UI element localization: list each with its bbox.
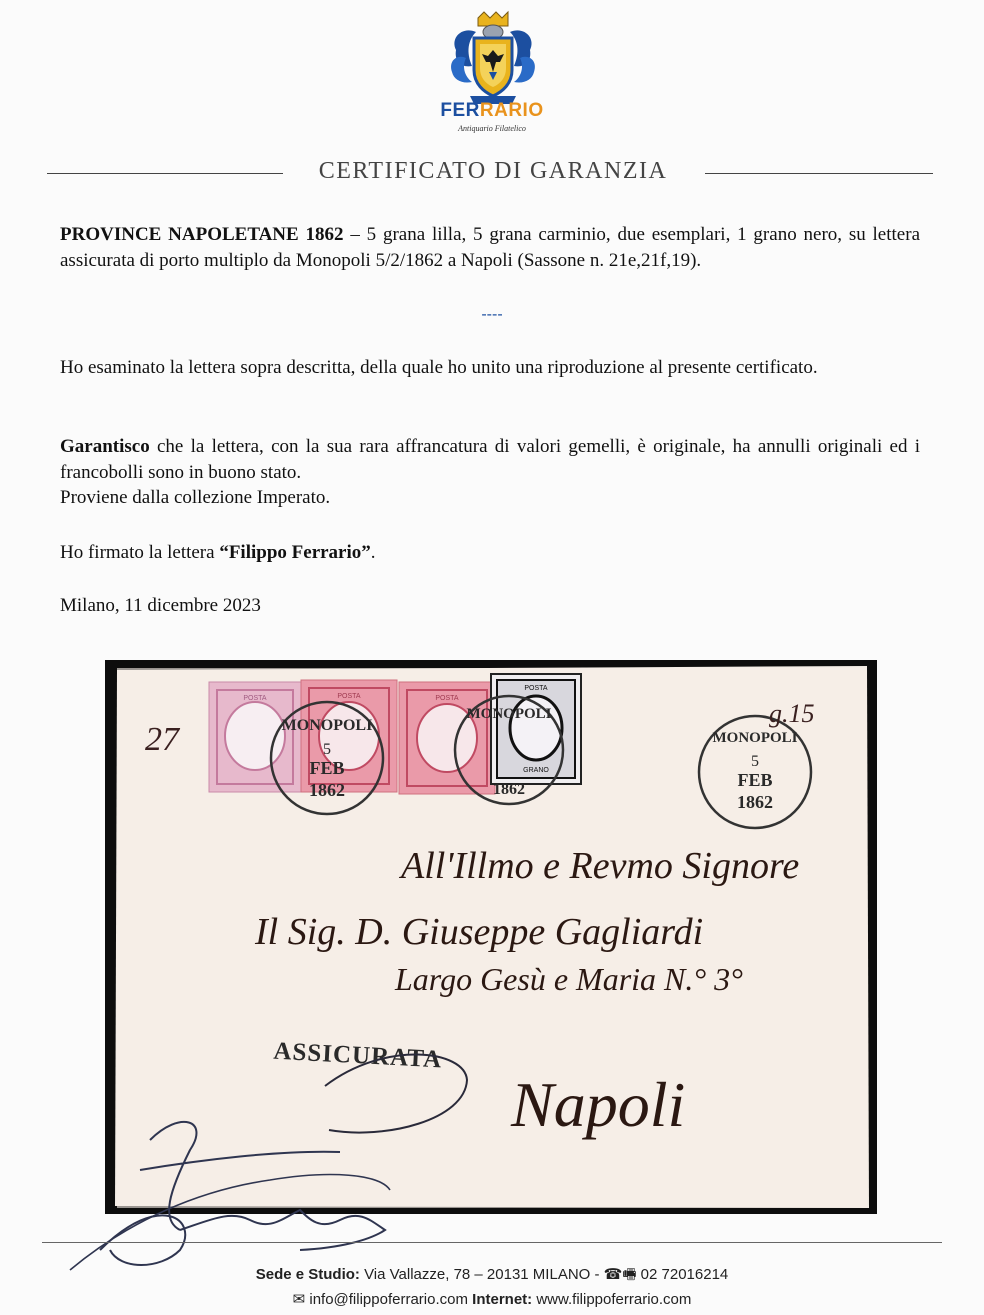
- svg-text:5: 5: [751, 753, 759, 770]
- title-right-rule: [705, 173, 933, 174]
- footer-email: info@filippoferrario.com: [305, 1291, 473, 1308]
- svg-text:FEB: FEB: [309, 758, 345, 778]
- svg-text:POSTA: POSTA: [524, 685, 548, 692]
- description-text: – 5 grana lilla, 5 grana carminio, due esemplari, 1 grano nero, su lettera assicurata di porto multiplo da Monopoli 5/2/1862 a Napoli (Sassone n. 21e,21f,19).: [60, 224, 920, 271]
- svg-text:POSTA: POSTA: [435, 695, 459, 702]
- signature-text: Ho firmato la lettera: [60, 542, 220, 563]
- place-date: Milano, 11 dicembre 2023: [60, 595, 261, 616]
- svg-text:MONOPOLI: MONOPOLI: [712, 730, 798, 746]
- manuscript-note-right: g.15: [769, 699, 815, 728]
- svg-text:POSTA: POSTA: [337, 693, 361, 700]
- examination-paragraph: Ho esaminato la lettera sopra descritta, della quale ho unito una riproduzione al presente certificato.: [60, 357, 818, 378]
- signature-name: “Filippo Ferrario”: [219, 542, 371, 563]
- signature-paragraph: [60, 540, 920, 566]
- footer-phone: 02 72016214: [636, 1266, 729, 1283]
- guarantee-paragraph: [60, 434, 920, 511]
- stamp-carmine-2: [399, 682, 495, 794]
- description-paragraph: [60, 222, 920, 273]
- svg-text:1862: 1862: [493, 781, 525, 798]
- description-heading: PROVINCE NAPOLETANE 1862: [60, 224, 344, 245]
- svg-text:POSTA: POSTA: [243, 695, 267, 702]
- destination-city: Napoli: [511, 1069, 686, 1140]
- footer-rule: [42, 1242, 942, 1243]
- svg-text:1862: 1862: [309, 780, 345, 800]
- stamp-black: [491, 674, 581, 784]
- title-left-rule: [47, 173, 283, 174]
- section-separator: ----: [481, 306, 503, 323]
- handwritten-signature: [40, 1070, 500, 1280]
- brand-tagline: Antiquario Filatelico: [458, 124, 526, 133]
- svg-text:FEB: FEB: [737, 770, 773, 790]
- address-line-3: Largo Gesù e Maria N.° 3°: [395, 961, 743, 997]
- guarantee-text: che la lettera, con la sua rara affrancatura di valori gemelli, è originale, ha annulli originali ed i francobolli sono in buono stato.: [60, 436, 920, 483]
- envelope-icon: ✉: [292, 1291, 306, 1308]
- svg-text:GRANO: GRANO: [523, 767, 549, 774]
- footer-address-text: Via Vallazze, 78 – 20131 MILANO -: [359, 1266, 604, 1283]
- svg-text:1862: 1862: [737, 792, 773, 812]
- provenance-text: Proviene dalla collezione Imperato.: [60, 487, 331, 508]
- svg-text:MONOPOLI: MONOPOLI: [466, 706, 552, 722]
- footer-label-sede: Sede e Studio:: [255, 1266, 360, 1283]
- certificate-title: CERTIFICATO DI GARANZIA: [318, 158, 668, 184]
- footer-contacts: [0, 1290, 984, 1308]
- stamp-lilac: [209, 682, 301, 792]
- manuscript-note-left: 27: [145, 721, 179, 758]
- guarantee-heading: Garantisco: [60, 436, 150, 457]
- footer-address: [0, 1264, 984, 1289]
- certificate-title-row: [47, 156, 933, 190]
- address-line-1: All'Illmo e Revmo Signore: [401, 845, 800, 887]
- footer-website: www.filippoferrario.com: [532, 1291, 692, 1308]
- assicurata-handstamp: ASSICURATA: [272, 1037, 443, 1074]
- footer-label-internet: Internet:: [472, 1291, 533, 1308]
- address-line-2: Il Sig. D. Giuseppe Gagliardi: [255, 911, 704, 953]
- signature-end: .: [370, 542, 376, 563]
- phone-fax-icon: ☎🖷: [603, 1266, 637, 1283]
- svg-text:5: 5: [323, 741, 331, 758]
- svg-text:MONOPOLI: MONOPOLI: [281, 717, 373, 734]
- brand-name: FERRARIO: [440, 100, 544, 121]
